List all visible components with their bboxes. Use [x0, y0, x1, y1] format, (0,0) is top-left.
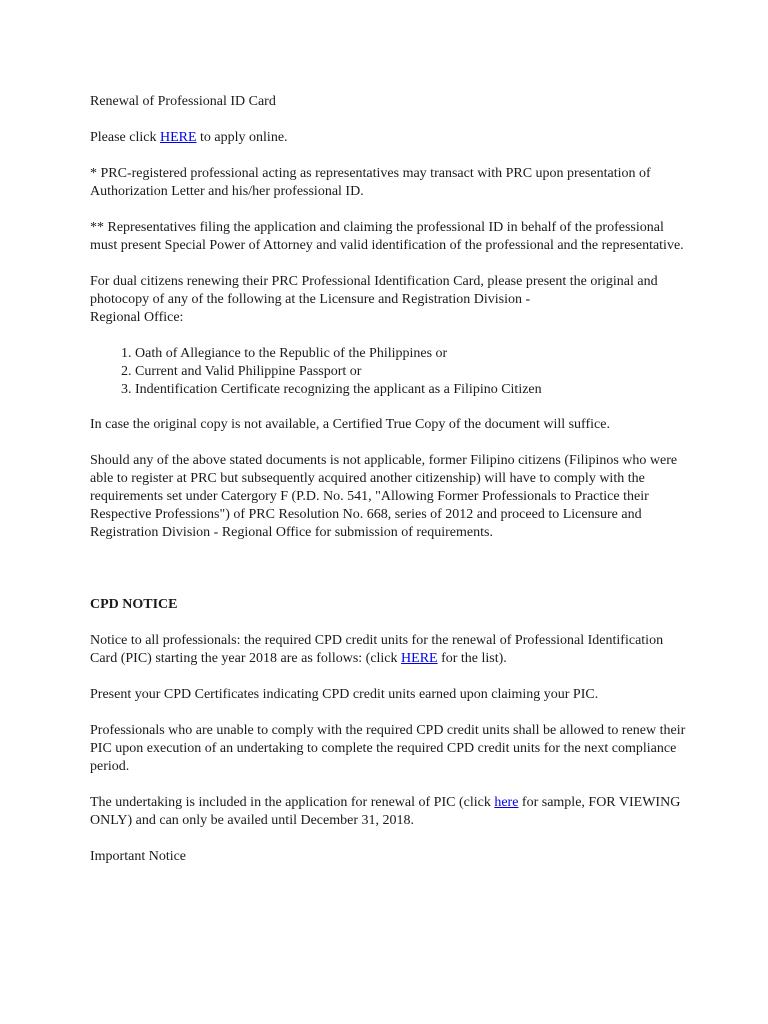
list-item: 2. Current and Valid Philippine Passport or [135, 363, 690, 381]
apply-online-link[interactable]: HERE [159, 130, 197, 145]
special-power-note: ** Representatives filing the application and claiming the professional ID in behalf of the professional must present Special Power of Attorney and valid identification of the professional and the representative. [90, 220, 684, 253]
page-title: Renewal of Professional ID Card [90, 94, 276, 109]
cpd-notice-heading: CPD NOTICE [90, 597, 178, 612]
apply-online-paragraph: Please click HERE to apply online. [90, 130, 288, 145]
representative-note: * PRC-registered professional acting as representatives may transact with PRC upon presentation of Authorization Letter and his/her professional ID. [90, 166, 651, 199]
undertaking-sample-link[interactable]: here [494, 795, 519, 810]
cpd-notice-paragraph: Notice to all professionals: the required CPD credit units for the renewal of Professional Identification Card (PIC) starting the year 2018 are as follows: (click HERE for the list). [90, 633, 664, 666]
important-notice-label: Important Notice [90, 849, 187, 864]
list-item: 1. Oath of Allegiance to the Republic of the Philippines or [135, 345, 690, 363]
list-item: 3. Indentification Certificate recognizing the applicant as a Filipino Citizen [135, 381, 690, 399]
undertaking-allowed-paragraph: Professionals who are unable to comply with the required CPD credit units shall be allowed to renew their PIC upon execution of an undertaking to complete the required CPD credit units for the next compliance period. [90, 723, 686, 774]
former-citizens-paragraph: Should any of the above stated documents is not applicable, former Filipino citizens (Filipinos who were able to register at PRC but subsequently acquired another citizenship) will have to comply with the requirements set under Catergory F (P.D. No. 541, "Allowing Former Professionals to Practice their Respective Professions") of PRC Resolution No. 668, series of 2012 and proceed to Licensure and Registration Division - Regional Office for submission of requirements. [90, 453, 678, 540]
requirements-list [90, 345, 690, 399]
cpd-list-link[interactable]: HERE [401, 651, 438, 666]
dual-citizens-paragraph: For dual citizens renewing their PRC Professional Identification Card, please present the original and photocopy of any of the following at the Licensure and Registration Division - Regional Office: [90, 274, 658, 325]
section-spacer [90, 560, 690, 596]
document-body [90, 93, 690, 884]
certified-copy-paragraph: In case the original copy is not available, a Certified True Copy of the document will suffice. [90, 417, 610, 432]
cpd-certificates-paragraph: Present your CPD Certificates indicating CPD credit units earned upon claiming your PIC. [90, 687, 599, 702]
undertaking-sample-paragraph: The undertaking is included in the application for renewal of PIC (click here for sample, FOR VIEWING ONLY) and can only be availed until December 31, 2018. [90, 795, 681, 828]
